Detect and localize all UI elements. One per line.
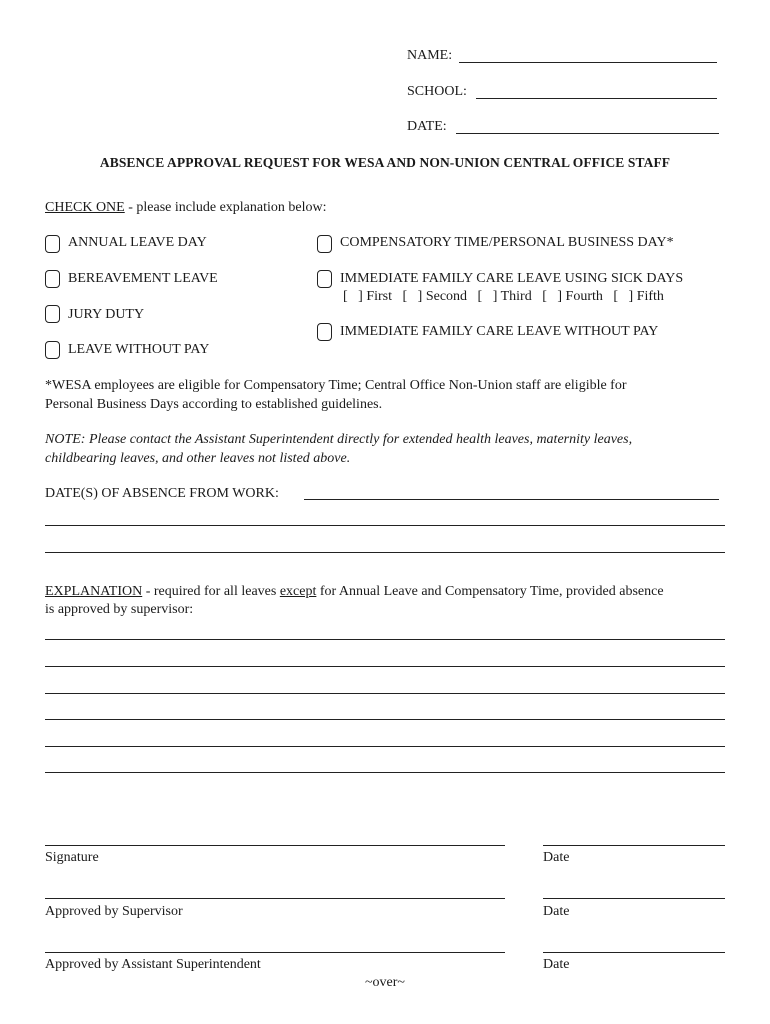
explanation-line[interactable]	[45, 746, 725, 747]
family-care-no-pay-checkbox[interactable]	[317, 323, 332, 341]
dates-line[interactable]	[45, 552, 725, 553]
school-field[interactable]	[476, 98, 717, 99]
family-care-sick-label: IMMEDIATE FAMILY CARE LEAVE USING SICK DAYS	[340, 271, 684, 286]
dates-line[interactable]	[45, 525, 725, 526]
asst-super-label: Approved by Assistant Superintendent	[45, 957, 261, 972]
supervisor-date-field[interactable]	[543, 898, 725, 899]
supervisor-signature-field[interactable]	[45, 898, 505, 899]
jury-duty-checkbox[interactable]	[45, 305, 60, 323]
family-care-no-pay-label: IMMEDIATE FAMILY CARE LEAVE WITHOUT PAY	[340, 324, 659, 339]
over-indicator: ~over~	[364, 975, 406, 990]
bereavement-leave-label: BEREAVEMENT LEAVE	[68, 271, 218, 286]
family-care-sick-checkbox[interactable]	[317, 270, 332, 288]
check-one-label: CHECK ONE	[45, 200, 125, 215]
jury-duty-label: JURY DUTY	[68, 307, 145, 322]
footnote-line-1: *WESA employees are eligible for Compensatory Time; Central Office Non-Union staff are eligible for	[45, 378, 627, 393]
explanation-line[interactable]	[45, 639, 725, 640]
explanation-line[interactable]	[45, 772, 725, 773]
explanation-instruction	[45, 584, 664, 600]
check-one-instruction	[45, 200, 327, 216]
name-label: NAME:	[407, 48, 453, 63]
bereavement-leave-checkbox[interactable]	[45, 270, 60, 288]
dates-of-absence-label: DATE(S) OF ABSENCE FROM WORK:	[45, 486, 279, 501]
explanation-line[interactable]	[45, 693, 725, 694]
note-line-1: NOTE: Please contact the Assistant Superintendent directly for extended health leaves, maternity leaves,	[45, 432, 633, 447]
supervisor-date-label: Date	[543, 904, 570, 919]
annual-leave-label: ANNUAL LEAVE DAY	[68, 235, 207, 250]
compensatory-time-checkbox[interactable]	[317, 235, 332, 253]
explanation-text: - required for all leaves	[142, 584, 280, 599]
leave-without-pay-label: LEAVE WITHOUT PAY	[68, 342, 210, 357]
name-field[interactable]	[459, 62, 717, 63]
explanation-line[interactable]	[45, 666, 725, 667]
form-title: ABSENCE APPROVAL REQUEST FOR WESA AND NON-UNION CENTRAL OFFICE STAFF	[99, 155, 671, 170]
signature-field[interactable]	[45, 845, 505, 846]
explanation-text: for Annual Leave and Compensatory Time, provided absence	[316, 584, 664, 599]
explanation-label: EXPLANATION	[45, 584, 143, 599]
check-one-text: - please include explanation below:	[124, 200, 327, 215]
asst-super-date-field[interactable]	[543, 952, 725, 953]
signature-label: Signature	[45, 850, 99, 865]
sick-day-ordinals[interactable]: [ ] First [ ] Second [ ] Third [ ] Fourth [ ] Fifth	[343, 289, 664, 304]
supervisor-label: Approved by Supervisor	[45, 904, 183, 919]
explanation-line[interactable]	[45, 719, 725, 720]
except-word: except	[279, 584, 317, 599]
school-label: SCHOOL:	[407, 84, 467, 99]
annual-leave-checkbox[interactable]	[45, 235, 60, 253]
note-line-2: childbearing leaves, and other leaves not listed above.	[45, 451, 351, 466]
asst-super-signature-field[interactable]	[45, 952, 505, 953]
compensatory-time-label: COMPENSATORY TIME/PERSONAL BUSINESS DAY*	[340, 235, 674, 250]
leave-without-pay-checkbox[interactable]	[45, 341, 60, 359]
signature-date-field[interactable]	[543, 845, 725, 846]
date-label: DATE:	[407, 119, 447, 134]
asst-super-date-label: Date	[543, 957, 570, 972]
explanation-line-2: is approved by supervisor:	[45, 602, 194, 617]
date-field[interactable]	[456, 133, 719, 134]
footnote-line-2: Personal Business Days according to established guidelines.	[45, 397, 383, 412]
dates-of-absence-field[interactable]	[304, 499, 719, 500]
signature-date-label: Date	[543, 850, 570, 865]
